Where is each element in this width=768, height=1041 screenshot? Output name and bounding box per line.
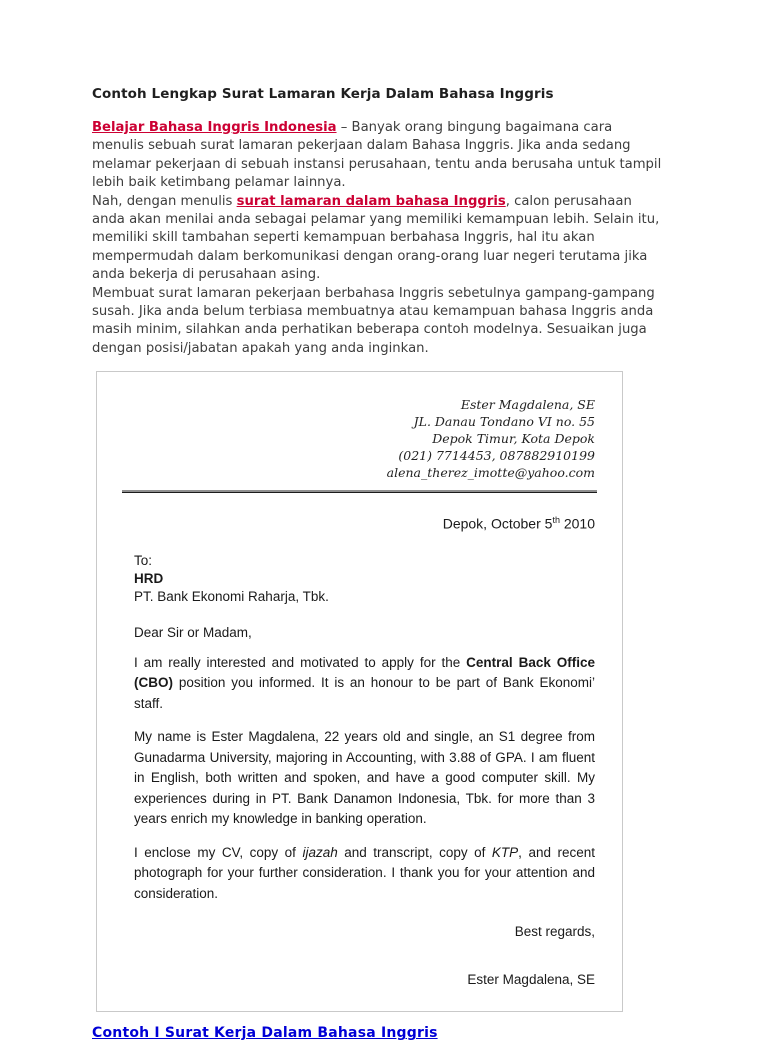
intro-paragraph-2-lead: Nah, dengan menulis <box>92 193 237 209</box>
link-surat-lamaran-dalam-bahasa-inggris[interactable]: surat lamaran dalam bahasa Inggris <box>236 193 506 209</box>
recipient-company: PT. Bank Ekonomi Raharja, Tbk. <box>134 588 329 604</box>
position-name-bold: Central Back Office (CBO) <box>134 654 595 691</box>
sender-name: Ester Magdalena, SE <box>460 397 595 413</box>
recipient-block <box>134 552 595 606</box>
link-contoh-1-surat-kerja[interactable]: Contoh I Surat Kerja Dalam Bahasa Inggris <box>92 1025 438 1041</box>
letter-paragraph-1: I am really interested and motivated to apply for the Central Back Office (CBO) position you informed. It is an honour to be part of Bank Ekonomi’ staff. <box>134 654 595 711</box>
ijazah-italic: ijazah <box>302 844 338 860</box>
recipient-name: HRD <box>134 570 164 586</box>
sender-phone: (021) 7714453, 087882910199 <box>398 448 595 464</box>
intro-paragraph-1-text: – Banyak orang bingung bagaimana cara menulis sebuah surat lamaran pekerjaan dalam Bahasa Inggris. Jika anda sedang melamar pekerjaan di sebuah instansi perusahaan, tentu anda berusaha untuk tampil lebih baik ketimbang pelamar lainnya. <box>92 120 662 191</box>
letter-paragraph-3: I enclose my CV, copy of ijazah and transcript, copy of KTP, and recent photograph for your further consideration. I thank you for your attention and consideration. <box>134 844 596 901</box>
page-title: Contoh Lengkap Surat Lamaran Kerja Dalam Bahasa Inggris <box>92 86 554 102</box>
sender-address-line2: Depok Timur, Kota Depok <box>432 431 595 447</box>
intro-paragraph-2 <box>92 193 668 285</box>
footer-link-row <box>92 1022 668 1041</box>
letter-signature: Ester Magdalena, SE <box>467 972 595 988</box>
date-ordinal-suffix: th <box>552 515 560 526</box>
letterhead-rule <box>122 490 597 493</box>
intro-paragraph-1 <box>92 119 668 193</box>
letter-closing: Best regards, <box>514 924 595 940</box>
sender-email: alena_therez_imotte@yahoo.com <box>386 465 595 481</box>
recipient-to-label: To: <box>134 552 153 568</box>
letter-paragraph-2: My name is Ester Magdalena, 22 years old and single, an S1 degree from Gunadarma University, majoring in Accounting, with 3.88 of GPA. I am fluent in English, both written and spoken, and have a good computer skill. My experiences during in PT. Bank Danamon Indonesia, Tbk. for more than 3 years enrich my knowledge in banking operation. <box>134 729 595 827</box>
sender-address-line1: JL. Danau Tondano VI no. 55 <box>413 414 595 430</box>
intro-paragraph-2-text: , calon perusahaan anda akan menilai anda sebagai pelamar yang memiliki kemampuan lebih. Selain itu, memiliki skill tambahan seperti kemampuan berbahasa Inggris, hal itu akan mempermudah dalam berkomunikasi dengan orang-orang luar negeri terutama jika anda bekerja di perusahaan asing. <box>92 193 660 283</box>
salutation: Dear Sir or Madam, <box>134 624 252 640</box>
letter-date: Depok, October 5th 2010 <box>442 515 595 532</box>
ktp-italic: KTP <box>491 844 519 860</box>
letterhead <box>134 396 595 481</box>
link-belajar-bahasa-inggris-indonesia[interactable]: Belajar Bahasa Inggris Indonesia <box>92 120 337 135</box>
intro-paragraph-3: Membuat surat lamaran pekerjaan berbahasa Inggris sebetulnya gampang-gampang susah. Jika anda belum terbiasa membuatnya atau kemampuan bahasa Inggris anda masih minim, silahkan anda perhatikan beberapa contoh modelnya. Sesuaikan juga dengan posisi/jabatan apakah yang anda inginkan. <box>92 285 655 356</box>
intro-text-block <box>92 119 668 358</box>
letter-image[interactable] <box>96 371 623 1012</box>
